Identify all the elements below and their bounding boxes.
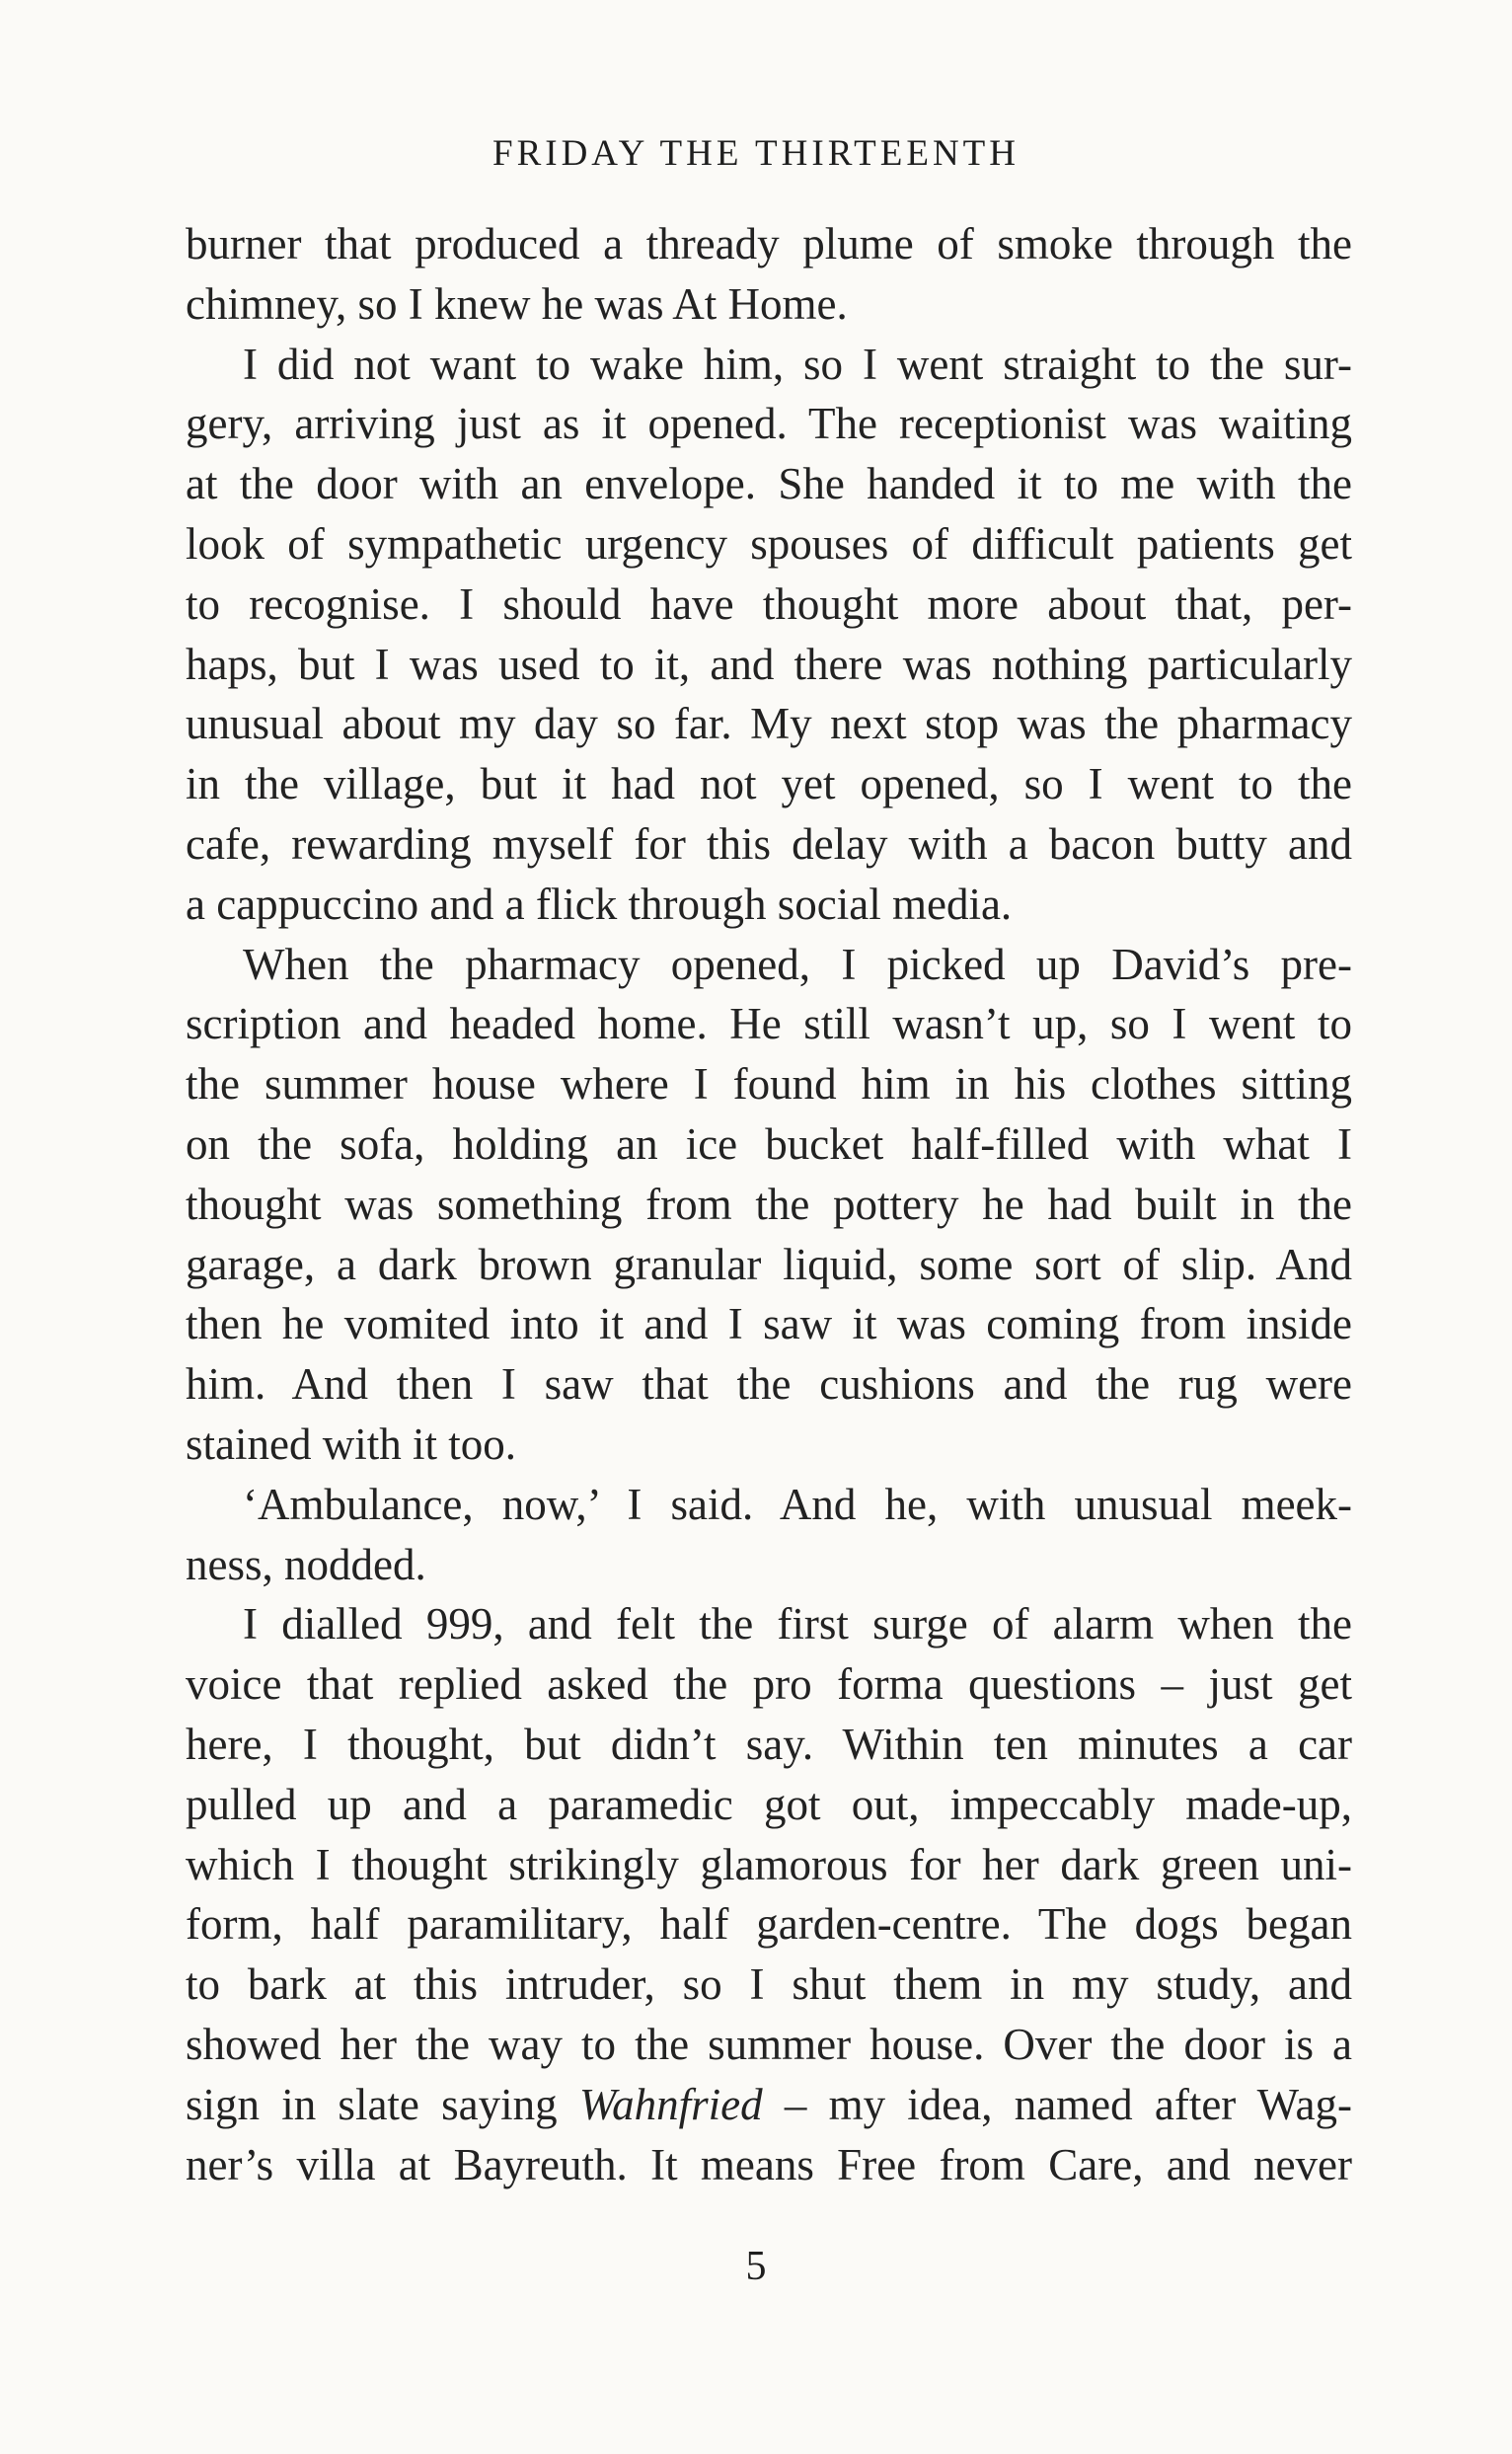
running-head: FRIDAY THE THIRTEENTH xyxy=(492,133,1020,174)
text-line: which I thought strikingly glamorous for her dark green uni- xyxy=(186,1839,1352,1889)
text-line: ner’s villa at Bayreuth. It means Free from Care, and never xyxy=(186,2139,1352,2189)
text-line: here, I thought, but didn’t say. Within ten minutes a car xyxy=(186,1719,1352,1769)
text-line: to recognise. I should have thought more about that, per- xyxy=(186,578,1352,629)
text-line: to bark at this intruder, so I shut them in my study, and xyxy=(186,1959,1352,2010)
text-fragment: – my idea, named after Wag- xyxy=(762,2079,1352,2129)
body-text xyxy=(186,214,1352,2194)
text-line: ness, nodded. xyxy=(186,1539,426,1589)
text-line: voice that replied asked the pro forma questions – just get xyxy=(186,1659,1352,1710)
text-line: pulled up and a paramedic got out, impeccably made-up, xyxy=(186,1779,1352,1829)
text-line: stained with it too. xyxy=(186,1419,516,1469)
text-line: gery, arriving just as it opened. The receptionist was waiting xyxy=(186,399,1352,449)
text-line: at the door with an envelope. She handed it to me with the xyxy=(186,459,1352,509)
text-line: the summer house where I found him in his clothes sitting xyxy=(186,1059,1352,1110)
text-line: garage, a dark brown granular liquid, some sort of slip. And xyxy=(186,1239,1352,1289)
text-line: unusual about my day so far. My next stop was the pharmacy xyxy=(186,699,1352,749)
text-line: haps, but I was used to it, and there was nothing particularly xyxy=(186,639,1352,689)
text-line: look of sympathetic urgency spouses of difficult patients get xyxy=(186,518,1352,569)
text-line: then he vomited into it and I saw it was coming from inside xyxy=(186,1299,1352,1349)
text-line: When the pharmacy opened, I picked up David’s pre- xyxy=(243,939,1352,989)
text-line: thought was something from the pottery he had built in the xyxy=(186,1179,1352,1229)
villa-name: Wahnfried xyxy=(578,2079,763,2129)
text-line: form, half paramilitary, half garden-centre. The dogs began xyxy=(186,1899,1352,1950)
text-line: a cappuccino and a flick through social media. xyxy=(186,879,1013,929)
page-number: 5 xyxy=(745,2244,767,2289)
text-line: showed her the way to the summer house. Over the door is a xyxy=(186,2019,1352,2069)
text-line: him. And then I saw that the cushions and the rug were xyxy=(186,1359,1352,1410)
text-line: I dialled 999, and felt the first surge of alarm when the xyxy=(243,1599,1352,1649)
text-line: I did not want to wake him, so I went straight to the sur- xyxy=(243,339,1352,389)
text-line: cafe, rewarding myself for this delay with a bacon butty and xyxy=(186,818,1352,869)
text-fragment: sign in slate saying xyxy=(186,2079,579,2129)
text-line: in the village, but it had not yet opened, so I went to the xyxy=(186,759,1352,809)
text-line: ‘Ambulance, now,’ I said. And he, with unusual meek- xyxy=(243,1479,1352,1529)
text-line xyxy=(186,2075,1352,2135)
text-line: scription and headed home. He still wasn’t up, so I went to xyxy=(186,999,1352,1049)
text-line: on the sofa, holding an ice bucket half-filled with what I xyxy=(186,1118,1352,1169)
text-line: burner that produced a thready plume of smoke through the xyxy=(186,219,1352,268)
text-line: chimney, so I knew he was At Home. xyxy=(186,278,848,329)
